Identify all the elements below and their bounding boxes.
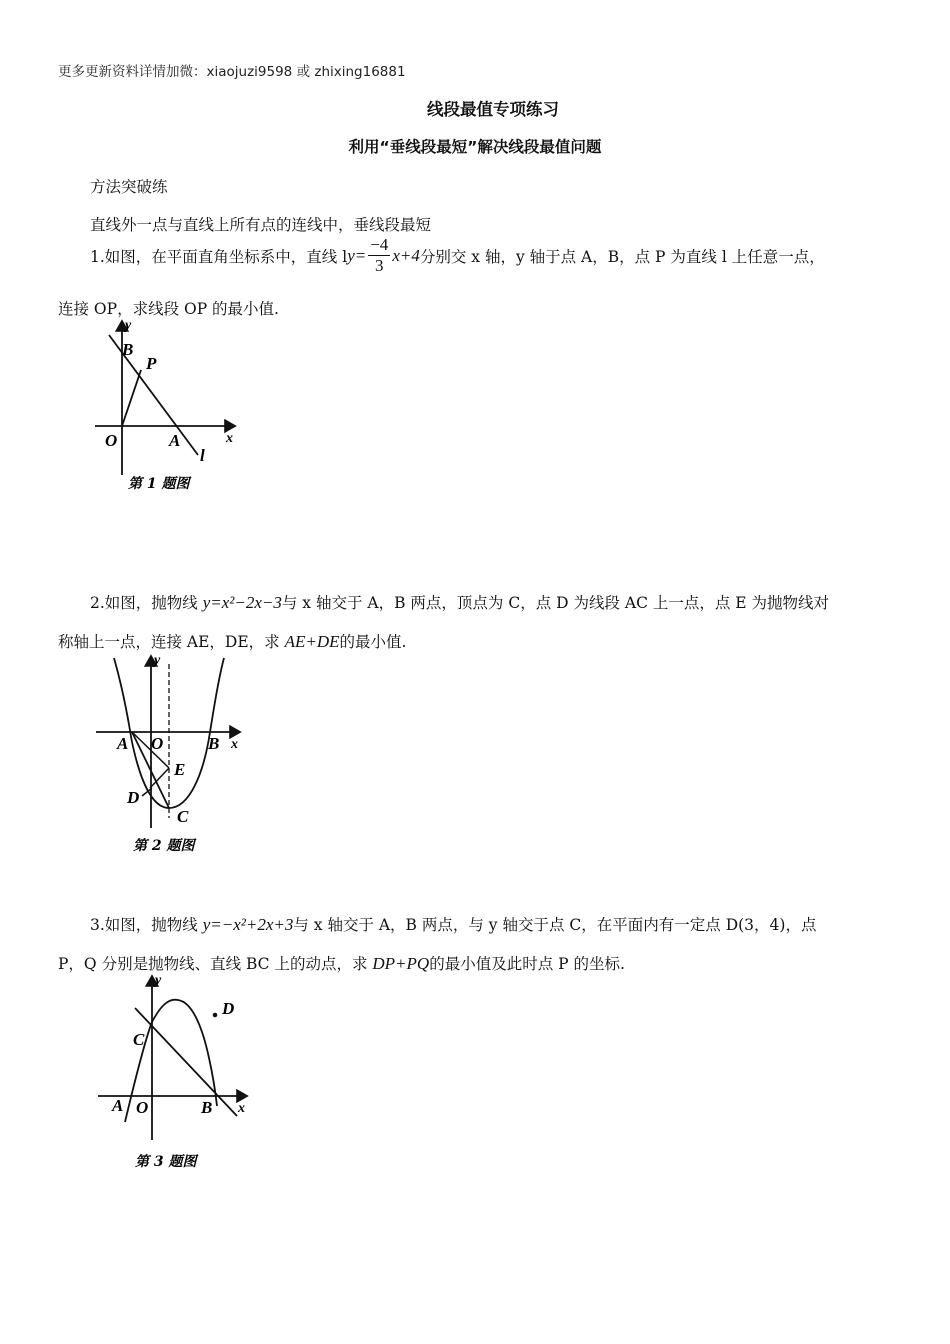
q2-label-x: x bbox=[231, 737, 238, 752]
q3-line1 bbox=[90, 913, 816, 935]
q3-figure bbox=[95, 970, 260, 1180]
q3-label-o: O bbox=[136, 1098, 149, 1117]
q1-eq-lhs: y= bbox=[347, 245, 367, 265]
q2-line2-pre: 称轴上一点，连接 AE，DE，求 bbox=[58, 633, 285, 651]
q2-label-e: E bbox=[174, 760, 186, 779]
q1-fraction bbox=[368, 235, 390, 276]
q2-label-o: O bbox=[151, 734, 164, 753]
q3-point-d bbox=[213, 1013, 218, 1018]
q3-expression: DP+PQ bbox=[372, 954, 430, 973]
q2-caption: 第 2 题图 bbox=[133, 838, 195, 854]
q3-pre: 3.如图，抛物线 bbox=[90, 916, 203, 934]
q3-post: 与 x 轴交于 A，B 两点，与 y 轴交于点 C，在平面内有一定点 D(3，4)，点 bbox=[293, 916, 817, 934]
page-title: 线段最值专项练习 bbox=[427, 100, 559, 119]
section-heading: 方法突破练 bbox=[90, 178, 168, 196]
q1-caption: 第 1 题图 bbox=[128, 476, 190, 492]
q3-label-c: C bbox=[133, 1030, 145, 1049]
q1-label-x: x bbox=[226, 431, 233, 446]
q3-caption: 第 3 题图 bbox=[135, 1154, 197, 1170]
q2-segment-de bbox=[150, 768, 169, 788]
q2-pre: 2.如图，抛物线 bbox=[90, 594, 203, 612]
q1-pre: 1.如图，在平面直角坐标系中，直线 l bbox=[90, 247, 348, 266]
q3-label-x: x bbox=[238, 1101, 245, 1116]
q1-line1 bbox=[90, 235, 825, 276]
q2-figure bbox=[92, 650, 252, 860]
q2-line2-post: 的最小值. bbox=[339, 633, 407, 651]
header-contact: 更多更新资料详情加微：xiaojuzi9598 或 zhixing16881 bbox=[58, 64, 406, 80]
q1-frac-num: −4 bbox=[370, 235, 389, 254]
q3-line2-post: 的最小值及此时点 P 的坐标. bbox=[429, 955, 625, 973]
principle-text: 直线外一点与直线上所有点的连线中，垂线段最短 bbox=[90, 216, 432, 234]
q3-label-b: B bbox=[201, 1098, 213, 1117]
q1-figure bbox=[95, 315, 245, 500]
q2-label-a: A bbox=[117, 734, 129, 753]
q2-expression: AE+DE bbox=[284, 632, 340, 651]
q3-line-bc bbox=[135, 1008, 237, 1116]
q1-post: 分别交 x 轴，y 轴于点 A，B，点 P 为直线 l 上任意一点， bbox=[419, 247, 825, 266]
page-subtitle: 利用“垂线段最短”解决线段最值问题 bbox=[348, 138, 602, 156]
q1-label-o: O bbox=[105, 431, 118, 450]
q3-line2-pre: P，Q 分别是抛物线、直线 BC 上的动点，求 bbox=[58, 955, 373, 973]
q2-label-d: D bbox=[127, 788, 140, 807]
q1-label-b: B bbox=[122, 340, 134, 359]
q2-line1 bbox=[90, 591, 829, 613]
q3-label-d: D bbox=[222, 999, 235, 1018]
q2-label-b: B bbox=[208, 734, 220, 753]
q3-label-a: A bbox=[112, 1096, 124, 1115]
q1-frac-den: 3 bbox=[375, 256, 384, 275]
q2-equation: y=x²−2x−3 bbox=[202, 593, 282, 612]
q3-label-y: y bbox=[155, 973, 162, 988]
q1-label-a: A bbox=[169, 431, 181, 450]
q1-label-l: l bbox=[200, 446, 205, 465]
q1-segment-op bbox=[122, 370, 141, 426]
q2-line2 bbox=[58, 630, 406, 652]
q2-label-c: C bbox=[177, 807, 189, 826]
q1-label-y: y bbox=[125, 318, 132, 333]
q1-eq-rhs: x+4 bbox=[392, 245, 420, 265]
q1-line2: 连接 OP，求线段 OP 的最小值. bbox=[58, 300, 279, 318]
q1-label-p: P bbox=[146, 354, 157, 373]
q2-post: 与 x 轴交于 A，B 两点，顶点为 C，点 D 为线段 AC 上一点，点 E 为抛物线对 bbox=[281, 594, 830, 612]
q3-equation: y=−x²+2x+3 bbox=[202, 915, 294, 934]
q2-label-y: y bbox=[154, 653, 161, 668]
